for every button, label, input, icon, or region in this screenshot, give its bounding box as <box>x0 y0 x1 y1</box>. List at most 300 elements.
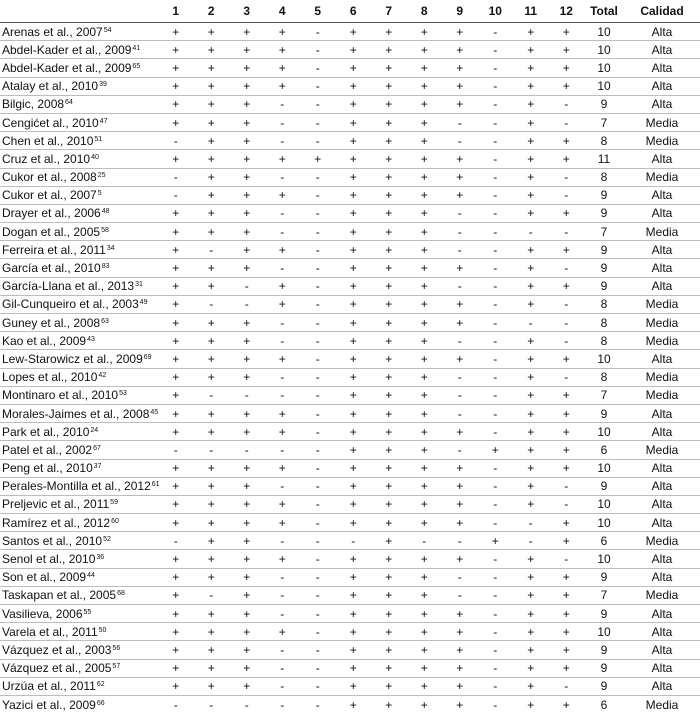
criterion-12-cell: + <box>549 241 585 259</box>
criterion-6-cell: + <box>336 95 372 113</box>
reference-number: 58 <box>101 227 109 234</box>
study-cell <box>0 423 158 441</box>
study-cell <box>0 477 158 495</box>
criterion-5-cell: - <box>300 241 336 259</box>
reference-number: 41 <box>132 45 140 52</box>
study-name: Yazici et al., 2009 <box>2 698 96 712</box>
criterion-12-cell: + <box>549 150 585 168</box>
criterion-10-cell: - <box>478 514 514 532</box>
criterion-3-cell: + <box>229 568 265 586</box>
reference-number: 55 <box>84 609 92 616</box>
quality-cell: Media <box>624 532 700 550</box>
total-cell: 10 <box>584 41 624 59</box>
header-cell-total: Total <box>584 0 624 23</box>
study-name: Vasilieva, 2006 <box>2 607 83 621</box>
criterion-8-cell: + <box>407 477 443 495</box>
criterion-3-cell: + <box>229 368 265 386</box>
criterion-7-cell: + <box>371 386 407 404</box>
header-cell-5: 5 <box>300 0 336 23</box>
total-cell: 9 <box>584 259 624 277</box>
criterion-3-cell: + <box>229 495 265 513</box>
study-cell <box>0 41 158 59</box>
table-row <box>0 332 700 350</box>
total-cell: 9 <box>584 404 624 422</box>
criterion-6-cell: + <box>336 568 372 586</box>
total-cell: 9 <box>584 677 624 695</box>
criterion-4-cell: + <box>265 459 301 477</box>
criterion-10-cell: - <box>478 459 514 477</box>
criterion-7-cell: + <box>371 477 407 495</box>
criterion-7-cell: + <box>371 404 407 422</box>
criterion-10-cell: - <box>478 332 514 350</box>
criterion-10-cell: - <box>478 223 514 241</box>
criterion-10-cell: - <box>478 550 514 568</box>
total-cell: 10 <box>584 77 624 95</box>
criterion-3-cell: + <box>229 477 265 495</box>
criterion-1-cell: + <box>158 41 194 59</box>
study-cell <box>0 314 158 332</box>
study-name: Senol et al., 2010 <box>2 552 95 566</box>
quality-cell: Media <box>624 695 700 713</box>
study-name: García-Llana et al., 2013 <box>2 279 134 293</box>
quality-cell: Alta <box>624 495 700 513</box>
criterion-2-cell: + <box>194 459 230 477</box>
criterion-5-cell: - <box>300 23 336 41</box>
criterion-11-cell: + <box>513 241 549 259</box>
quality-cell: Alta <box>624 623 700 641</box>
total-cell: 9 <box>584 659 624 677</box>
criterion-8-cell: + <box>407 295 443 313</box>
criterion-11-cell: + <box>513 605 549 623</box>
criterion-3-cell: + <box>229 350 265 368</box>
criterion-5-cell: - <box>300 550 336 568</box>
table-row <box>0 59 700 77</box>
criterion-10-cell: - <box>478 295 514 313</box>
criterion-6-cell: + <box>336 295 372 313</box>
quality-cell: Alta <box>624 423 700 441</box>
criterion-7-cell: + <box>371 113 407 131</box>
criterion-6-cell: + <box>336 241 372 259</box>
criterion-2-cell: + <box>194 641 230 659</box>
study-name: Cengićet al., 2010 <box>2 116 99 130</box>
criterion-3-cell: + <box>229 204 265 222</box>
table-row <box>0 113 700 131</box>
criterion-1-cell: + <box>158 59 194 77</box>
criterion-11-cell: + <box>513 695 549 713</box>
table-row <box>0 168 700 186</box>
criterion-11-cell: + <box>513 23 549 41</box>
criterion-10-cell: - <box>478 168 514 186</box>
table-row <box>0 259 700 277</box>
table-row <box>0 623 700 641</box>
criterion-11-cell: + <box>513 277 549 295</box>
quality-cell: Media <box>624 368 700 386</box>
criterion-2-cell: - <box>194 441 230 459</box>
criterion-4-cell: - <box>265 386 301 404</box>
criterion-4-cell: - <box>265 477 301 495</box>
criterion-3-cell: + <box>229 186 265 204</box>
criterion-2-cell: + <box>194 113 230 131</box>
quality-cell: Media <box>624 386 700 404</box>
criterion-4-cell: + <box>265 495 301 513</box>
criterion-12-cell: + <box>549 23 585 41</box>
study-cell <box>0 386 158 404</box>
criterion-2-cell: + <box>194 659 230 677</box>
criterion-9-cell: - <box>442 386 478 404</box>
reference-number: 34 <box>107 245 115 252</box>
criterion-5-cell: - <box>300 368 336 386</box>
criterion-2-cell: + <box>194 168 230 186</box>
study-name: Cruz et al., 2010 <box>2 152 90 166</box>
criterion-10-cell: - <box>478 113 514 131</box>
criterion-4-cell: + <box>265 150 301 168</box>
criterion-11-cell: + <box>513 659 549 677</box>
criterion-2-cell: + <box>194 59 230 77</box>
study-cell <box>0 295 158 313</box>
criterion-12-cell: - <box>549 477 585 495</box>
criterion-7-cell: + <box>371 168 407 186</box>
reference-number: 61 <box>152 481 160 488</box>
criterion-4-cell: - <box>265 532 301 550</box>
criterion-6-cell: + <box>336 150 372 168</box>
criterion-12-cell: - <box>549 677 585 695</box>
criterion-10-cell: - <box>478 23 514 41</box>
criterion-12-cell: + <box>549 404 585 422</box>
total-cell: 8 <box>584 368 624 386</box>
criterion-12-cell: - <box>549 368 585 386</box>
study-cell <box>0 150 158 168</box>
criterion-3-cell: + <box>229 150 265 168</box>
criterion-6-cell: + <box>336 41 372 59</box>
criterion-11-cell: + <box>513 386 549 404</box>
criterion-8-cell: + <box>407 77 443 95</box>
criterion-10-cell: - <box>478 59 514 77</box>
criterion-12-cell: - <box>549 95 585 113</box>
total-cell: 9 <box>584 95 624 113</box>
criterion-9-cell: - <box>442 113 478 131</box>
criterion-5-cell: - <box>300 441 336 459</box>
criterion-10-cell: - <box>478 368 514 386</box>
criterion-8-cell: + <box>407 441 443 459</box>
total-cell: 9 <box>584 241 624 259</box>
criterion-1-cell: - <box>158 441 194 459</box>
criterion-8-cell: + <box>407 150 443 168</box>
study-cell <box>0 441 158 459</box>
criterion-8-cell: + <box>407 659 443 677</box>
criterion-8-cell: + <box>407 423 443 441</box>
study-cell <box>0 368 158 386</box>
criterion-3-cell: + <box>229 605 265 623</box>
criterion-9-cell: - <box>442 441 478 459</box>
criterion-9-cell: + <box>442 295 478 313</box>
criterion-1-cell: + <box>158 586 194 604</box>
criterion-8-cell: + <box>407 641 443 659</box>
criterion-4-cell: - <box>265 368 301 386</box>
criterion-4-cell: - <box>265 204 301 222</box>
reference-number: 39 <box>99 81 107 88</box>
criterion-3-cell: + <box>229 23 265 41</box>
criterion-12-cell: + <box>549 41 585 59</box>
criterion-8-cell: + <box>407 132 443 150</box>
criterion-1-cell: + <box>158 568 194 586</box>
criterion-10-cell: - <box>478 386 514 404</box>
criterion-7-cell: + <box>371 550 407 568</box>
criterion-4-cell: - <box>265 259 301 277</box>
criterion-12-cell: + <box>549 386 585 404</box>
quality-cell: Media <box>624 168 700 186</box>
criterion-11-cell: + <box>513 423 549 441</box>
criterion-3-cell: + <box>229 168 265 186</box>
criterion-9-cell: + <box>442 623 478 641</box>
criterion-12-cell: - <box>549 168 585 186</box>
quality-cell: Alta <box>624 568 700 586</box>
criterion-8-cell: + <box>407 204 443 222</box>
criterion-11-cell: + <box>513 77 549 95</box>
criterion-10-cell: - <box>478 314 514 332</box>
criterion-11-cell: + <box>513 132 549 150</box>
quality-cell: Alta <box>624 41 700 59</box>
criterion-5-cell: - <box>300 605 336 623</box>
criterion-7-cell: + <box>371 132 407 150</box>
quality-cell: Alta <box>624 350 700 368</box>
criterion-6-cell: + <box>336 332 372 350</box>
criterion-2-cell: + <box>194 623 230 641</box>
reference-number: 60 <box>111 518 119 525</box>
table-row <box>0 368 700 386</box>
criterion-8-cell: + <box>407 459 443 477</box>
criterion-12-cell: - <box>549 295 585 313</box>
criterion-3-cell: + <box>229 59 265 77</box>
criterion-10-cell: - <box>478 350 514 368</box>
study-name: Park et al., 2010 <box>2 425 89 439</box>
criterion-1-cell: - <box>158 186 194 204</box>
criterion-12-cell: + <box>549 132 585 150</box>
table-row <box>0 695 700 713</box>
criterion-5-cell: - <box>300 41 336 59</box>
reference-number: 48 <box>102 208 110 215</box>
criterion-10-cell: - <box>478 259 514 277</box>
study-cell <box>0 568 158 586</box>
table-row <box>0 459 700 477</box>
criterion-6-cell: + <box>336 204 372 222</box>
criterion-7-cell: + <box>371 695 407 713</box>
criterion-6-cell: + <box>336 477 372 495</box>
table-row <box>0 495 700 513</box>
criterion-8-cell: - <box>407 532 443 550</box>
criterion-9-cell: + <box>442 495 478 513</box>
criterion-3-cell: + <box>229 223 265 241</box>
header-cell-6: 6 <box>336 0 372 23</box>
criterion-4-cell: - <box>265 223 301 241</box>
criterion-2-cell: + <box>194 223 230 241</box>
criterion-12-cell: - <box>549 113 585 131</box>
table-row <box>0 295 700 313</box>
study-cell <box>0 259 158 277</box>
total-cell: 10 <box>584 514 624 532</box>
criterion-1-cell: + <box>158 204 194 222</box>
total-cell: 8 <box>584 168 624 186</box>
criterion-11-cell: - <box>513 223 549 241</box>
study-cell <box>0 59 158 77</box>
total-cell: 6 <box>584 441 624 459</box>
study-cell <box>0 23 158 41</box>
total-cell: 8 <box>584 314 624 332</box>
criterion-5-cell: - <box>300 277 336 295</box>
criterion-3-cell: + <box>229 586 265 604</box>
criterion-10-cell: - <box>478 623 514 641</box>
header-cell-1: 1 <box>158 0 194 23</box>
reference-number: 37 <box>94 463 102 470</box>
reference-number: 25 <box>98 172 106 179</box>
criterion-4-cell: + <box>265 23 301 41</box>
study-cell <box>0 204 158 222</box>
total-cell: 9 <box>584 641 624 659</box>
criterion-5-cell: - <box>300 204 336 222</box>
criterion-10-cell: + <box>478 532 514 550</box>
reference-number: 45 <box>150 409 158 416</box>
criterion-7-cell: + <box>371 568 407 586</box>
study-cell <box>0 132 158 150</box>
criterion-6-cell: + <box>336 659 372 677</box>
criterion-11-cell: + <box>513 477 549 495</box>
criterion-8-cell: + <box>407 677 443 695</box>
criterion-6-cell: + <box>336 59 372 77</box>
criterion-8-cell: + <box>407 514 443 532</box>
criterion-5-cell: - <box>300 532 336 550</box>
header-cell-9: 9 <box>442 0 478 23</box>
reference-number: 64 <box>65 99 73 106</box>
criterion-3-cell: + <box>229 514 265 532</box>
criterion-11-cell: + <box>513 495 549 513</box>
criterion-9-cell: - <box>442 241 478 259</box>
criterion-8-cell: + <box>407 586 443 604</box>
criterion-2-cell: + <box>194 277 230 295</box>
criterion-2-cell: + <box>194 605 230 623</box>
study-name: Abdel-Kader et al., 2009 <box>2 61 131 75</box>
quality-cell: Alta <box>624 605 700 623</box>
header-cell-study <box>0 0 158 23</box>
criterion-1-cell: + <box>158 423 194 441</box>
header-cell-12: 12 <box>549 0 585 23</box>
criterion-8-cell: + <box>407 168 443 186</box>
criterion-6-cell: + <box>336 459 372 477</box>
criterion-9-cell: + <box>442 423 478 441</box>
criterion-7-cell: + <box>371 586 407 604</box>
criterion-12-cell: - <box>549 314 585 332</box>
reference-number: 54 <box>104 27 112 34</box>
quality-cell: Media <box>624 295 700 313</box>
study-cell <box>0 550 158 568</box>
criterion-11-cell: + <box>513 41 549 59</box>
reference-number: 57 <box>112 663 120 670</box>
reference-number: 36 <box>96 554 104 561</box>
criterion-9-cell: + <box>442 350 478 368</box>
reference-number: 44 <box>87 572 95 579</box>
total-cell: 7 <box>584 223 624 241</box>
criterion-4-cell: - <box>265 695 301 713</box>
criterion-12-cell: + <box>549 423 585 441</box>
criterion-11-cell: + <box>513 568 549 586</box>
header-cell-2: 2 <box>194 0 230 23</box>
criterion-1-cell: - <box>158 695 194 713</box>
criterion-1-cell: + <box>158 350 194 368</box>
criterion-4-cell: - <box>265 586 301 604</box>
criterion-5-cell: - <box>300 677 336 695</box>
criterion-1-cell: + <box>158 477 194 495</box>
criterion-4-cell: - <box>265 441 301 459</box>
study-name: Perales-Montilla et al., 2012 <box>2 479 151 493</box>
criterion-5-cell: - <box>300 332 336 350</box>
criterion-3-cell: + <box>229 332 265 350</box>
study-cell <box>0 223 158 241</box>
table-row <box>0 386 700 404</box>
criterion-2-cell: + <box>194 532 230 550</box>
study-name: García et al., 2010 <box>2 261 101 275</box>
study-name: Bilgic, 2008 <box>2 97 64 111</box>
criterion-11-cell: + <box>513 623 549 641</box>
criterion-5-cell: - <box>300 113 336 131</box>
criterion-7-cell: + <box>371 314 407 332</box>
criterion-12-cell: - <box>549 223 585 241</box>
header-cell-11: 11 <box>513 0 549 23</box>
criterion-4-cell: + <box>265 623 301 641</box>
criterion-6-cell: + <box>336 641 372 659</box>
table-row <box>0 532 700 550</box>
criterion-6-cell: + <box>336 695 372 713</box>
criterion-10-cell: - <box>478 41 514 59</box>
study-cell <box>0 677 158 695</box>
criterion-3-cell: + <box>229 459 265 477</box>
criterion-6-cell: + <box>336 441 372 459</box>
criterion-10-cell: - <box>478 477 514 495</box>
criterion-9-cell: - <box>442 368 478 386</box>
criterion-2-cell: + <box>194 677 230 695</box>
criterion-11-cell: + <box>513 641 549 659</box>
quality-cell: Media <box>624 314 700 332</box>
table-row <box>0 150 700 168</box>
header-cell-calidad: Calidad <box>624 0 700 23</box>
criterion-5-cell: - <box>300 314 336 332</box>
criterion-8-cell: + <box>407 59 443 77</box>
criterion-8-cell: + <box>407 277 443 295</box>
criterion-3-cell: + <box>229 423 265 441</box>
criterion-2-cell: - <box>194 386 230 404</box>
criterion-9-cell: + <box>442 59 478 77</box>
criterion-12-cell: + <box>549 459 585 477</box>
total-cell: 9 <box>584 477 624 495</box>
quality-cell: Alta <box>624 514 700 532</box>
criterion-6-cell: + <box>336 368 372 386</box>
criterion-4-cell: - <box>265 677 301 695</box>
study-name: Morales-Jaimes et al., 2008 <box>2 407 149 421</box>
criterion-6-cell: + <box>336 677 372 695</box>
criterion-3-cell: + <box>229 77 265 95</box>
total-cell: 8 <box>584 332 624 350</box>
criterion-8-cell: + <box>407 368 443 386</box>
total-cell: 10 <box>584 623 624 641</box>
total-cell: 9 <box>584 204 624 222</box>
criterion-6-cell: + <box>336 186 372 204</box>
criterion-4-cell: + <box>265 77 301 95</box>
criterion-2-cell: + <box>194 41 230 59</box>
criterion-6-cell: + <box>336 168 372 186</box>
criterion-8-cell: + <box>407 95 443 113</box>
total-cell: 10 <box>584 495 624 513</box>
table-row <box>0 132 700 150</box>
table-row <box>0 441 700 459</box>
criterion-2-cell: + <box>194 314 230 332</box>
total-cell: 11 <box>584 150 624 168</box>
